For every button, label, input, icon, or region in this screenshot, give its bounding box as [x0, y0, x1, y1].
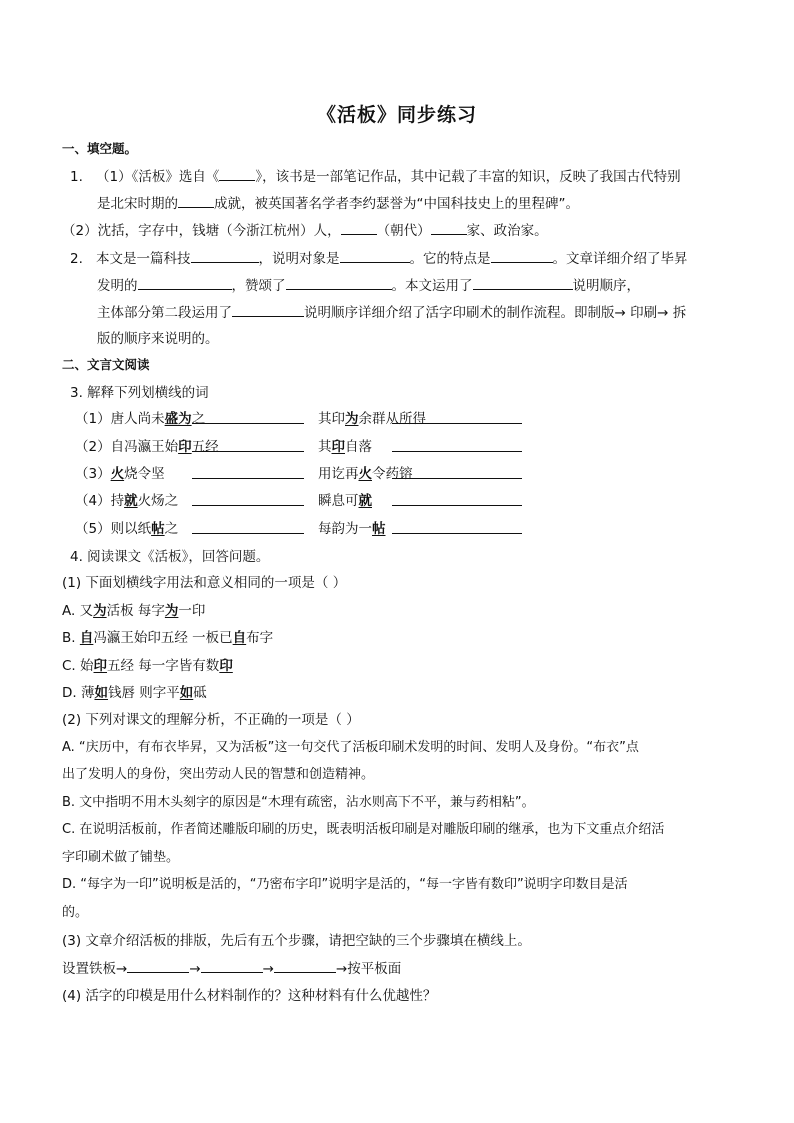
- option-text: 一印: [178, 603, 206, 619]
- section-heading-classical-reading: 二、文言文阅读: [62, 357, 150, 372]
- answer-blank[interactable]: [192, 465, 304, 484]
- step-blank[interactable]: [274, 959, 336, 973]
- p2-option-a-line-1[interactable]: A. “庆历中，有布衣毕昇，又为活板”这一句交代了活板印刷术发明的时间、发明人及身份。“布衣”点: [62, 740, 639, 755]
- underlined-word: 帖: [151, 521, 165, 537]
- question-1-line-1: [70, 167, 681, 186]
- question-text: 说明顺序，: [572, 278, 640, 294]
- question-2-line-1: [70, 249, 688, 268]
- phrase-text: 自冯瀛王始: [110, 439, 179, 455]
- option-text: 钱唇 则字平: [107, 685, 180, 701]
- question-text: 发明的: [97, 278, 138, 294]
- section-heading-fill-blanks: 一、填空题。: [62, 141, 138, 156]
- question-text: 主体部分第二段运用了: [97, 305, 232, 321]
- answer-blank[interactable]: [219, 167, 255, 181]
- question-text: 。文章详细介绍了毕昇: [552, 251, 688, 267]
- p2-option-a-line-2: 出了发明人的身份，突出劳动人民的智慧和创造精神。: [62, 767, 375, 782]
- option-text: B.: [62, 630, 80, 646]
- question-text: 是北宋时期的: [97, 196, 178, 212]
- answer-blank[interactable]: [340, 249, 410, 263]
- question-text: 》，该书是一部笔记作品，其中记载了丰富的知识，反映了我国古代特别: [255, 169, 681, 185]
- phrase-text: 持: [110, 493, 125, 509]
- underlined-word: 印: [331, 439, 345, 455]
- row-number: （3）: [75, 466, 111, 482]
- underlined-word: 自: [79, 630, 94, 646]
- option-text: 冯瀛王始印五经 一板已: [93, 630, 233, 646]
- answer-blank[interactable]: [192, 438, 304, 457]
- underlined-word: 火: [110, 466, 125, 482]
- row-number: （2）: [75, 439, 111, 455]
- underlined-word: 自: [232, 630, 247, 646]
- answer-blank[interactable]: [178, 194, 214, 208]
- underlined-word: 盛为: [164, 411, 192, 427]
- step-text: 按平板面: [347, 961, 402, 977]
- vocab-item-right: [318, 492, 372, 510]
- option-c[interactable]: [62, 657, 233, 675]
- typesetting-steps: [62, 959, 401, 978]
- arrow: →: [189, 961, 201, 977]
- row-number: （1）: [75, 411, 111, 427]
- p2-option-b[interactable]: B. 文中指明不用木头刻字的原因是“木理有疏密，沾水则高下不平，兼与药相粘”。: [62, 795, 535, 810]
- underlined-word: 就: [124, 493, 138, 509]
- phrase-text: 则以纸: [110, 521, 152, 537]
- question-3-prompt: 3. 解释下列划横线的词: [70, 385, 209, 401]
- question-text: 。它的特点是: [409, 251, 491, 267]
- question-4-part-2: (2) 下列对课文的理解分析，不正确的一项是（ ）: [62, 712, 360, 728]
- option-text: A. 又: [62, 603, 94, 619]
- answer-blank[interactable]: [473, 276, 573, 290]
- question-text: （1）《活板》选自《: [96, 169, 220, 185]
- question-text: （朝代）: [376, 223, 431, 239]
- p2-option-d-line-2: 的。: [62, 905, 89, 920]
- question-text: 本文是一篇科技: [96, 251, 191, 267]
- answer-blank[interactable]: [232, 303, 304, 317]
- answer-blank[interactable]: [341, 221, 377, 235]
- p2-option-c-line-1[interactable]: C. 在说明活板前，作者简述雕版印刷的历史，既表明活板印刷是对雕版印刷的继承，也为下文重点介绍活: [62, 822, 665, 837]
- phrase-text: 其印: [318, 411, 345, 427]
- question-2-line-4: 版的顺序来说明的。: [97, 331, 219, 347]
- arrow: →: [335, 961, 348, 977]
- underlined-word: 就: [358, 493, 372, 509]
- phrase-text: 烧令坚: [124, 466, 165, 482]
- vocab-item-right: [318, 438, 372, 456]
- question-text: ，赞颂了: [231, 278, 286, 294]
- phrase-text: 其: [318, 439, 332, 455]
- question-text: （2）沈括，字存中，钱塘（今浙江杭州）人，: [62, 223, 341, 239]
- phrase-text: 唐人尚未: [110, 411, 165, 427]
- phrase-text: 令药镕: [372, 466, 413, 482]
- option-text: C. 始: [62, 658, 94, 674]
- question-number: 1.: [70, 169, 83, 185]
- vocab-item-left: [75, 410, 205, 428]
- p2-option-d-line-1[interactable]: D. “每字为一印”说明板是活的，“乃密布字印”说明字是活的，“每一字皆有数印”说明字印数目是活: [62, 877, 628, 892]
- question-text: 说明顺序详细介绍了活字印刷术的制作流程。即制版→ 印刷→ 拆: [304, 305, 687, 321]
- answer-blank[interactable]: [392, 410, 522, 429]
- phrase-text: 火炀之: [137, 493, 179, 509]
- underlined-word: 印: [93, 658, 108, 674]
- question-text: 家、政治家。: [466, 223, 548, 239]
- underlined-word: 印: [219, 658, 233, 674]
- answer-blank[interactable]: [192, 520, 304, 539]
- underlined-word: 帖: [372, 521, 386, 537]
- question-text: 。本文运用了: [391, 278, 473, 294]
- phrase-text: 自落: [345, 439, 372, 455]
- phrase-text: 每韵为一: [318, 521, 372, 537]
- answer-blank[interactable]: [286, 276, 392, 290]
- row-number: （4）: [75, 493, 111, 509]
- option-text: 布字: [246, 630, 274, 646]
- question-2-line-2: [97, 276, 640, 295]
- answer-blank[interactable]: [392, 438, 522, 457]
- underlined-word: 火: [358, 466, 372, 482]
- vocab-item-left: [75, 492, 178, 510]
- phrase-text: 之: [164, 521, 179, 537]
- phrase-text: 瞬息可: [318, 493, 359, 509]
- underlined-word: 为: [345, 411, 359, 427]
- phrase-text: 五经: [191, 439, 219, 455]
- option-d[interactable]: [62, 684, 207, 702]
- step-text: 设置铁板→: [62, 961, 128, 977]
- question-text: ，说明对象是: [258, 251, 340, 267]
- arrow: →: [262, 961, 274, 977]
- option-text: 五经 每一字皆有数: [107, 658, 220, 674]
- step-blank[interactable]: [201, 959, 263, 973]
- underlined-word: 印: [178, 439, 192, 455]
- underlined-word: 如: [179, 685, 194, 701]
- step-blank[interactable]: [127, 959, 189, 973]
- vocab-item-left: [75, 520, 178, 538]
- option-b[interactable]: [62, 629, 273, 647]
- answer-blank[interactable]: [192, 410, 304, 429]
- question-1-part-2: [62, 221, 548, 240]
- underlined-word: 为: [164, 603, 179, 619]
- answer-blank[interactable]: [431, 221, 467, 235]
- question-4-prompt: 4. 阅读课文《活板》，回答问题。: [70, 549, 270, 565]
- option-text: 活板 每字: [106, 603, 165, 619]
- answer-blank[interactable]: [392, 520, 522, 539]
- answer-blank[interactable]: [138, 276, 232, 290]
- page-title: 《活板》同步练习: [316, 104, 477, 126]
- phrase-text: 用讫再: [318, 466, 359, 482]
- answer-blank[interactable]: [191, 249, 259, 263]
- option-text: 砥: [193, 685, 207, 701]
- answer-blank[interactable]: [491, 249, 553, 263]
- question-2-line-3: [97, 303, 686, 322]
- underlined-word: 为: [93, 603, 107, 619]
- phrase-text: 之: [191, 411, 206, 427]
- question-text: 成就，被英国著名学者李约瑟誉为“中国科技史上的里程碑”。: [214, 196, 579, 212]
- vocab-item-right: [318, 520, 386, 538]
- option-text: D. 薄: [62, 685, 95, 701]
- option-a[interactable]: [62, 602, 205, 620]
- question-4-part-4: (4) 活字的印模是用什么材料制作的？这种材料有什么优越性？: [62, 988, 437, 1004]
- vocab-item-left: [75, 465, 165, 483]
- question-1-line-2: [97, 194, 579, 213]
- answer-blank[interactable]: [392, 492, 522, 511]
- answer-blank[interactable]: [392, 465, 522, 484]
- question-4-part-3: (3) 文章介绍活板的排版，先后有五个步骤，请把空缺的三个步骤填在横线上。: [62, 933, 531, 949]
- phrase-text: 余群从所得: [358, 411, 426, 427]
- answer-blank[interactable]: [192, 492, 304, 511]
- question-4-part-1: (1) 下面划横线字用法和意义相同的一项是（ ）: [62, 575, 347, 591]
- p2-option-c-line-2: 字印刷术做了铺垫。: [62, 850, 180, 865]
- row-number: （5）: [75, 521, 111, 537]
- underlined-word: 如: [94, 685, 108, 701]
- question-number: 2.: [70, 251, 83, 267]
